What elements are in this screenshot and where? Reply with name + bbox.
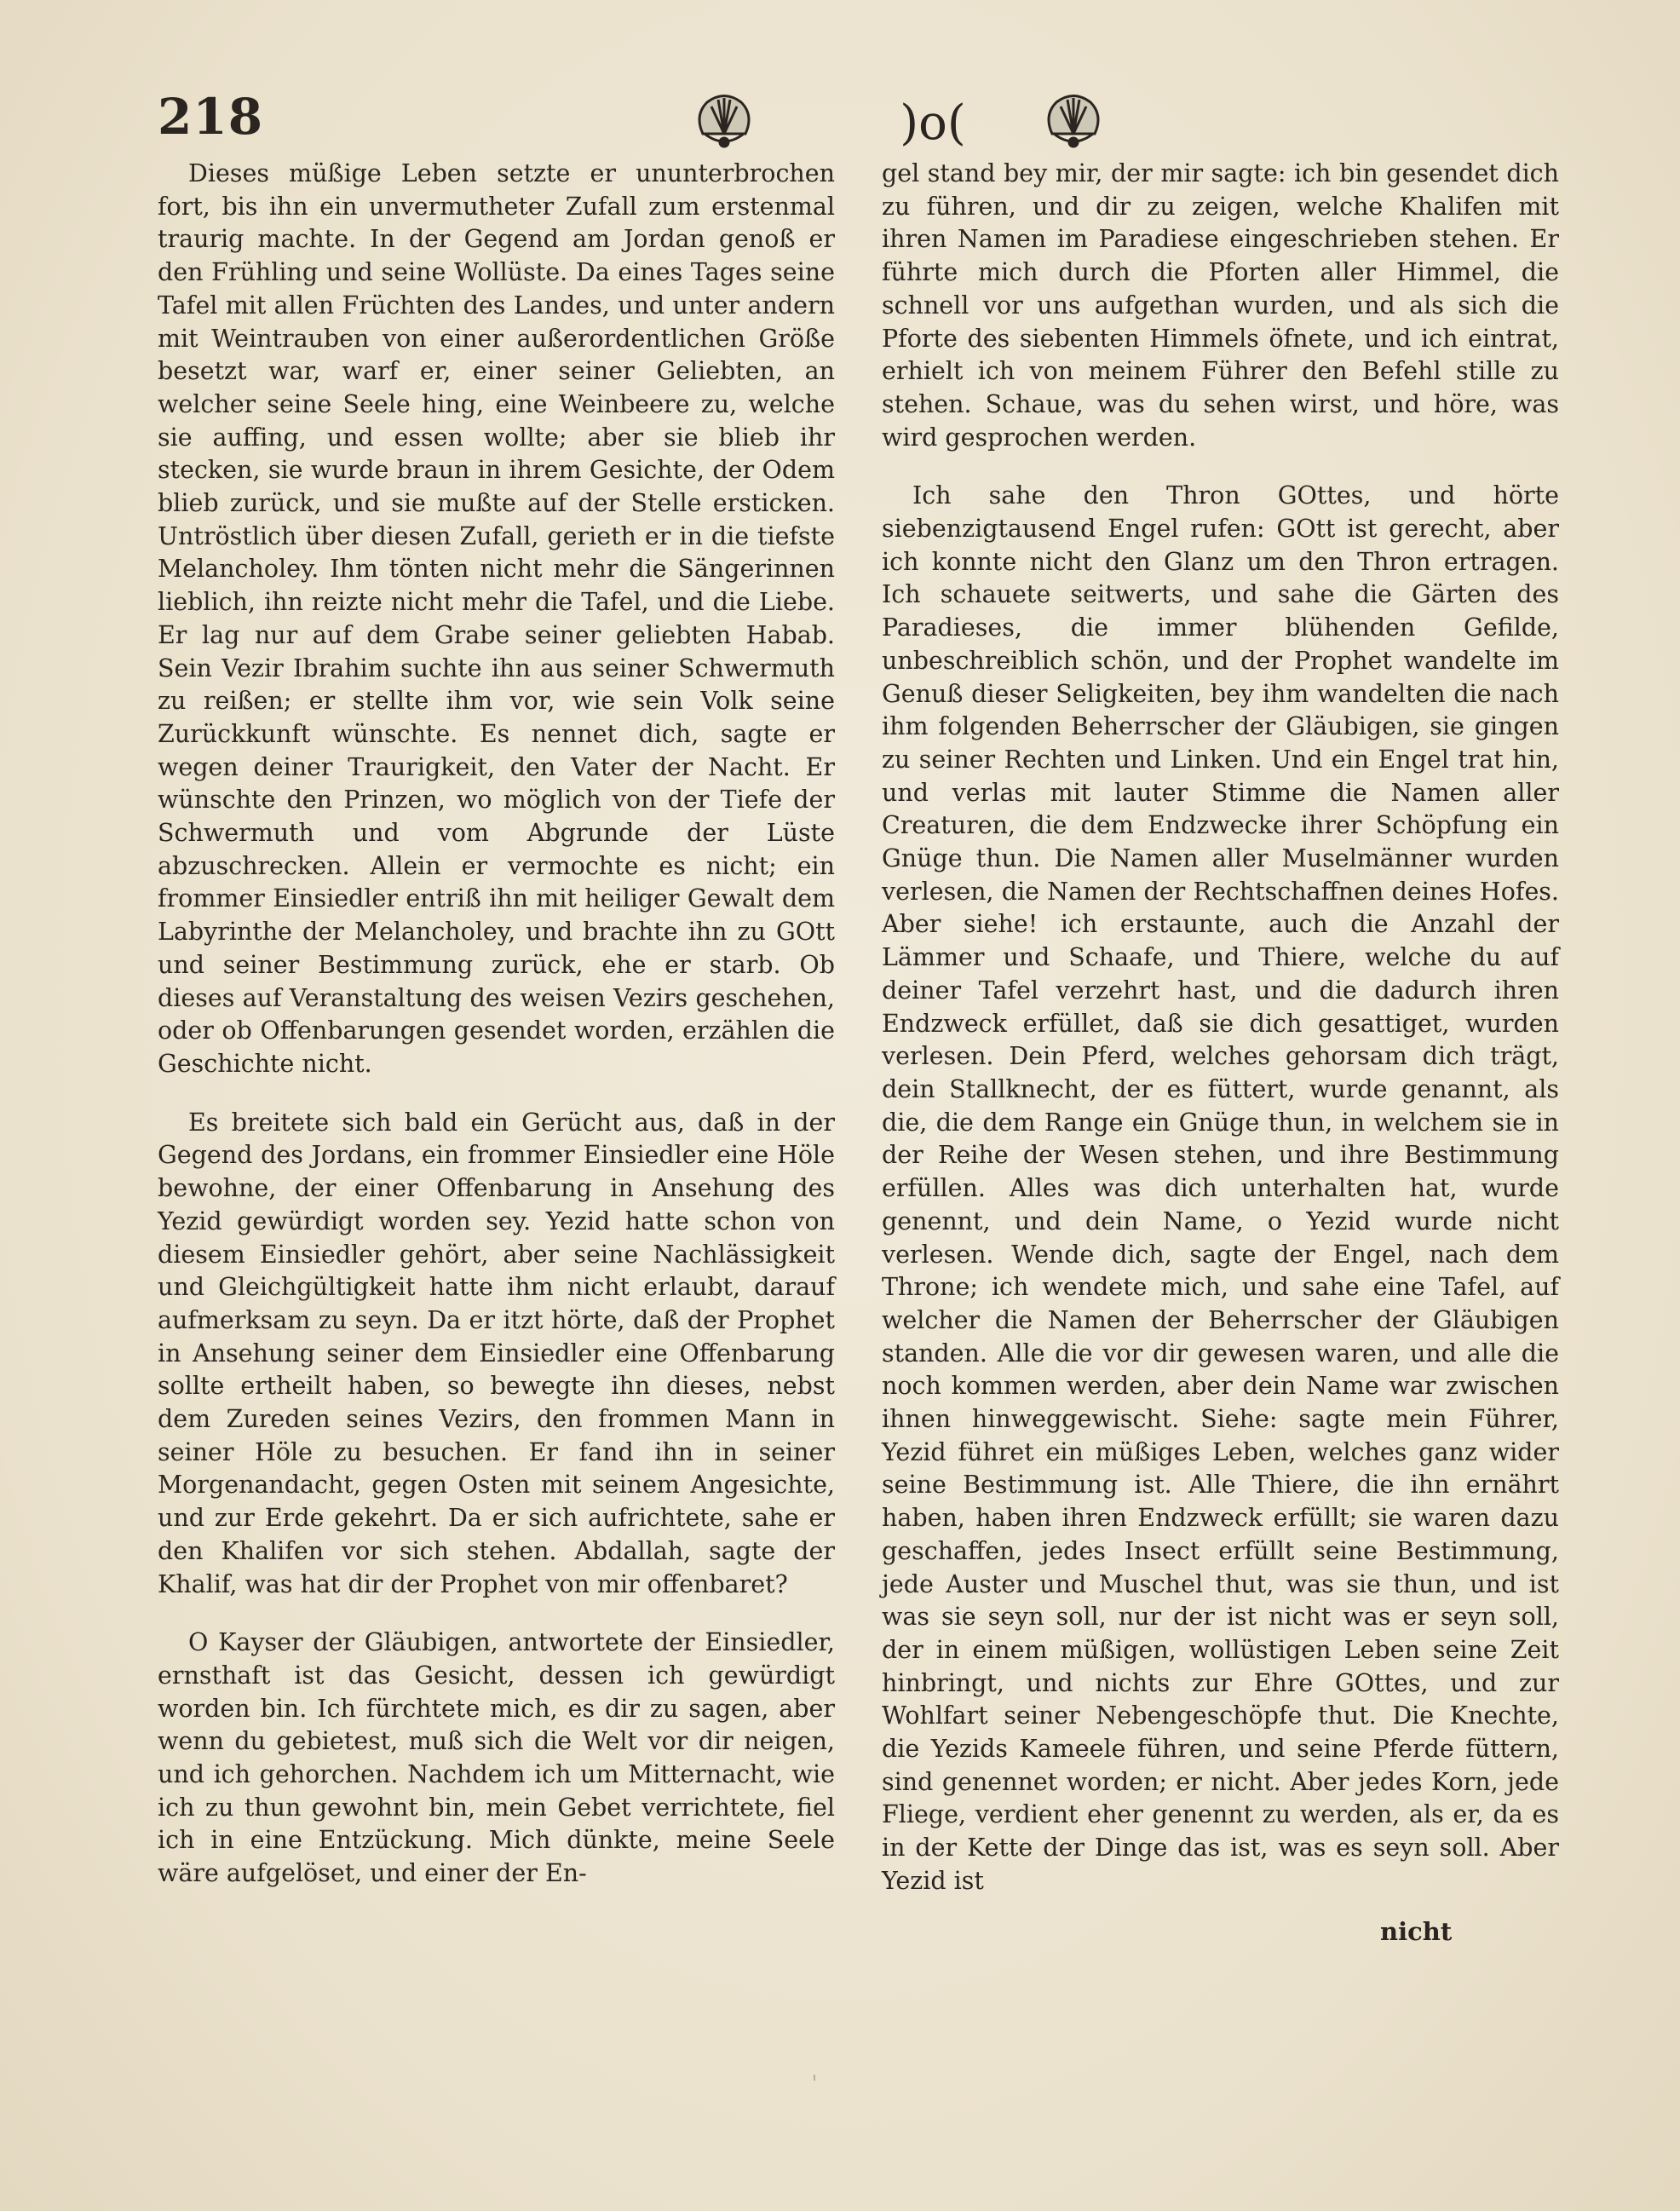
page-header bbox=[158, 81, 1563, 158]
right-column bbox=[882, 158, 1559, 1924]
ornament-center-glyph: )o( bbox=[900, 95, 966, 151]
paragraph: O Kayser der Gläubigen, antwortete der Einsiedler, ernsthaft ist das Gesicht, dessen ich gewürdigt worden bin. Ich fürchtete mich, es dir zu sagen, aber wenn du gebietest, muß sich die Welt vor dir neigen, und ich gehorchen. Nachdem ich um Mitternacht, wie ich zu thun gewohnt bin, mein Gebet verrichtete, fiel ich in eine Entzückung. Mich dünkte, meine Seele wäre aufgelöset, und einer der En- bbox=[158, 1628, 835, 1888]
shell-ornament-right-icon bbox=[1049, 96, 1098, 147]
paragraph: Dieses müßige Leben setzte er ununterbrochen fort, bis ihn ein unvermutheter Zufall zum erstenmal traurig machte. In der Gegend am Jordan genoß er den Frühling und seine Wollüste. Da eines Tages seine Tafel mit allen Früchten des Landes, und unter andern mit Weintrauben von einer außerordentlichen Größe besetzt war, warf er, einer seiner Geliebten, an welcher seine Seele hing, eine Weinbeere zu, welche sie auffing, und essen wollte; aber sie blieb ihr stecken, sie wurde braun in ihrem Gesichte, der Odem blieb zurück, und sie mußte auf der Stelle ersticken. Untröstlich über diesen Zufall, gerieth er in die tiefste Melancholey. Ihm tönten nicht mehr die Sängerinnen lieblich, ihn reizte nicht mehr die Tafel, und die Liebe. Er lag nur auf dem Grabe seiner geliebten Habab. Sein Vezir Ibrahim suchte ihn aus seiner Schwermuth zu reißen; er stellte ihm vor, wie sein Volk seine Zurückkunft wünschte. Es nennet dich, sagte er wegen deiner Traurigkeit, den Vater der Nacht. Er wünschte den Prinzen, wo möglich von der Tiefe der Schwermuth und vom Abgrunde der Lüste abzuschrecken. Allein er vermochte es nicht; ein frommer Einsiedler entriß ihn mit heiliger Gewalt dem Labyrinthe der Melancholey, und brachte ihn zu GOtt und seiner Bestimmung zurück, ehe er starb. Ob dieses auf Veranstaltung des weisen Vezirs geschehen, oder ob Offenbarungen gesendet worden, erzählen die Geschichte nicht. bbox=[158, 159, 835, 1078]
paragraph: Es breitete sich bald ein Gerücht aus, daß in der Gegend des Jordans, ein frommer Einsiedler eine Höle bewohne, der einer Offenbarung in Ansehung des Yezid gewürdigt worden sey. Yezid hatte schon von diesem Einsiedler gehört, aber seine Nachlässigkeit und Gleichgültigkeit hatte ihm nicht erlaubt, darauf aufmerksam zu seyn. Da er itzt hörte, daß der Prophet in Ansehung seiner dem Einsiedler eine Offenbarung sollte ertheilt haben, so bewegte ihn dieses, nebst dem Zureden seines Vezirs, den frommen Mann in seiner Höle zu besuchen. Er fand ihn in seiner Morgenandacht, gegen Osten mit seinem Angesichte, und zur Erde gekehrt. Da er sich aufrichtete, sahe er den Khalifen vor sich stehen. Abdallah, sagte der Khalif, was hat dir der Prophet von mir offenbaret? bbox=[158, 1108, 835, 1598]
left-column bbox=[158, 158, 835, 1916]
shell-ornament-left-icon bbox=[699, 96, 749, 147]
paper-speck bbox=[814, 2075, 815, 2081]
catchword: nicht bbox=[1380, 1917, 1453, 1946]
paragraph: Ich sahe den Thron GOttes, und hörte siebenzigtausend Engel rufen: GOtt ist gerecht, aber ich konnte nicht den Glanz um den Thron ertragen. Ich schauete seitwerts, und sahe die Gärten des Paradieses, die immer blühenden Gefilde, unbeschreiblich schön, und der Prophet wandelte im Genuß dieser Seligkeiten, bey ihm wandelten die nach ihm folgenden Beherrscher der Gläubigen, sie gingen zu seiner Rechten und Linken. Und ein Engel trat hin, und verlas mit lauter Stimme die Namen aller Creaturen, die dem Endzwecke ihrer Schöpfung ein Gnüge thun. Die Namen aller Muselmänner wurden verlesen, die Namen der Rechtschaffnen deines Hofes. Aber siehe! ich erstaunte, auch die Anzahl der Lämmer und Schaafe, und Thiere, welche du auf deiner Tafel verzehrt hast, und die dadurch ihren Endzweck erfüllet, daß sie dich gesattiget, wurden verlesen. Dein Pferd, welches gehorsam dich trägt, dein Stallknecht, der es füttert, wurde genannt, als die, die dem Range ein Gnüge thun, in welchem sie in der Reihe der Wesen stehen, und ihre Bestimmung erfüllen. Alles was dich unterhalten hat, wurde genennt, und dein Name, o Yezid wurde nicht verlesen. Wende dich, sagte der Engel, nach dem Throne; ich wendete mich, und sahe eine Tafel, auf welcher die Namen der Beherrscher der Gläubigen standen. Alle die vor dir gewesen waren, und alle die noch kommen werden, aber dein Name war zwischen ihnen hinweggewischt. Siehe: sagte mein Führer, Yezid führet ein müßiges Leben, welches ganz wider seine Bestimmung ist. Alle Thiere, die ihn ernährt haben, haben ihren Endzweck erfüllt; sie waren dazu geschaffen, jedes Insect erfüllt seine Bestimmung, jede Auster und Muschel thut, was sie thun, und ist was sie seyn soll, nur der ist nicht was er seyn soll, der in einem müßigen, wollüstigen Leben seine Zeit hinbringt, und nichts zur Ehre GOttes, und zur Wohlfart seiner Nebengeschöpfe thut. Die Knechte, die Yezids Kameele führen, und seine Pferde füttern, sind genennet worden; er nicht. Aber jedes Korn, jede Fliege, verdient eher genennt zu werden, als er, da es in der Kette der Dinge das ist, was es seyn soll. Aber Yezid ist bbox=[882, 481, 1559, 1895]
paragraph: gel stand bey mir, der mir sagte: ich bin gesendet dich zu führen, und dir zu zeigen, welche Khalifen mit ihren Namen im Paradiese eingeschrieben stehen. Er führte mich durch die Pforten aller Himmel, die schnell vor uns aufgethan wurden, und als sich die Pforte des siebenten Himmels öfnete, und ich eintrat, erhielt ich von meinem Führer den Befehl stille zu stehen. Schaue, was du sehen wirst, und höre, was wird gesprochen werden. bbox=[882, 159, 1559, 452]
printer-ornament bbox=[669, 81, 1197, 158]
text-columns bbox=[158, 158, 1563, 1989]
page-number: 218 bbox=[158, 88, 264, 146]
